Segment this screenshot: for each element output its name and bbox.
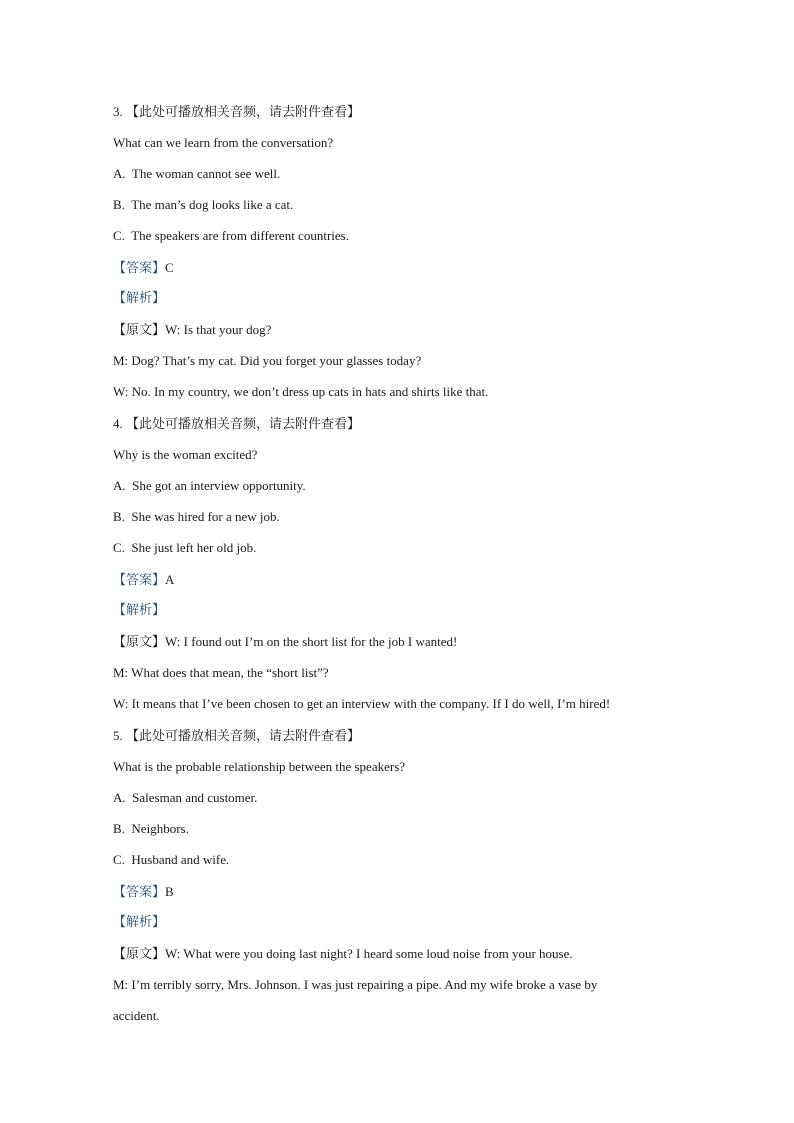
- option-c: C. Husband and wife.: [113, 852, 230, 867]
- transcript-line: 【原文】W: What were you doing last night? I heard some loud noise from your house.: [113, 946, 573, 962]
- option-a: A. She got an interview opportunity.: [113, 478, 306, 493]
- question-prompt: What is the probable relationship between the speakers?: [113, 759, 406, 774]
- analysis-label: 【解析】: [113, 915, 166, 930]
- transcript-label: 【原文】: [113, 947, 166, 962]
- question-number: 4.: [113, 416, 123, 431]
- option-c: C. The speakers are from different countries.: [113, 228, 349, 243]
- question-5-header: [113, 728, 360, 745]
- transcript-label: 【原文】: [113, 323, 166, 338]
- question-4-header: [113, 416, 360, 433]
- transcript-line: 【原文】W: I found out I’m on the short list for the job I wanted!: [113, 634, 458, 650]
- question-prompt: Why is the woman excited?: [113, 447, 258, 462]
- question-3-header: [113, 104, 360, 121]
- audio-note: 【此处可播放相关音频，请去附件查看】: [126, 105, 361, 120]
- answer-line: [113, 884, 174, 901]
- option-a: A. Salesman and customer.: [113, 790, 258, 805]
- question-number: 3.: [113, 104, 123, 119]
- option-c: C. She just left her old job.: [113, 540, 257, 555]
- transcript-line: M: What does that mean, the “short list”?: [113, 665, 329, 680]
- answer-label: 【答案】: [113, 261, 166, 276]
- transcript-line: 【原文】W: Is that your dog?: [113, 322, 272, 338]
- transcript-label: 【原文】: [113, 635, 166, 650]
- transcript-line: M: I’m terribly sorry, Mrs. Johnson. I was just repairing a pipe. And my wife broke a vase by: [113, 977, 598, 992]
- answer-value: B: [165, 884, 174, 899]
- answer-label: 【答案】: [113, 885, 166, 900]
- analysis-label: 【解析】: [113, 291, 166, 306]
- answer-label: 【答案】: [113, 573, 166, 588]
- answer-value: A: [165, 572, 175, 587]
- transcript-line: W: No. In my country, we don’t dress up cats in hats and shirts like that.: [113, 384, 489, 399]
- option-b: B. She was hired for a new job.: [113, 509, 280, 524]
- audio-note: 【此处可播放相关音频，请去附件查看】: [126, 729, 361, 744]
- transcript-line: M: Dog? That’s my cat. Did you forget your glasses today?: [113, 353, 422, 368]
- transcript-line: accident.: [113, 1008, 160, 1023]
- audio-note: 【此处可播放相关音频，请去附件查看】: [126, 417, 361, 432]
- option-b: B. The man’s dog looks like a cat.: [113, 197, 294, 212]
- question-number: 5.: [113, 728, 123, 743]
- transcript-line: W: It means that I’ve been chosen to get an interview with the company. If I do well, I’m hired!: [113, 696, 611, 711]
- analysis-label: 【解析】: [113, 603, 166, 618]
- answer-line: [113, 572, 174, 589]
- option-a: A. The woman cannot see well.: [113, 166, 281, 181]
- answer-value: C: [165, 260, 174, 275]
- answer-line: [113, 260, 174, 277]
- question-prompt: What can we learn from the conversation?: [113, 135, 334, 150]
- option-b: B. Neighbors.: [113, 821, 189, 836]
